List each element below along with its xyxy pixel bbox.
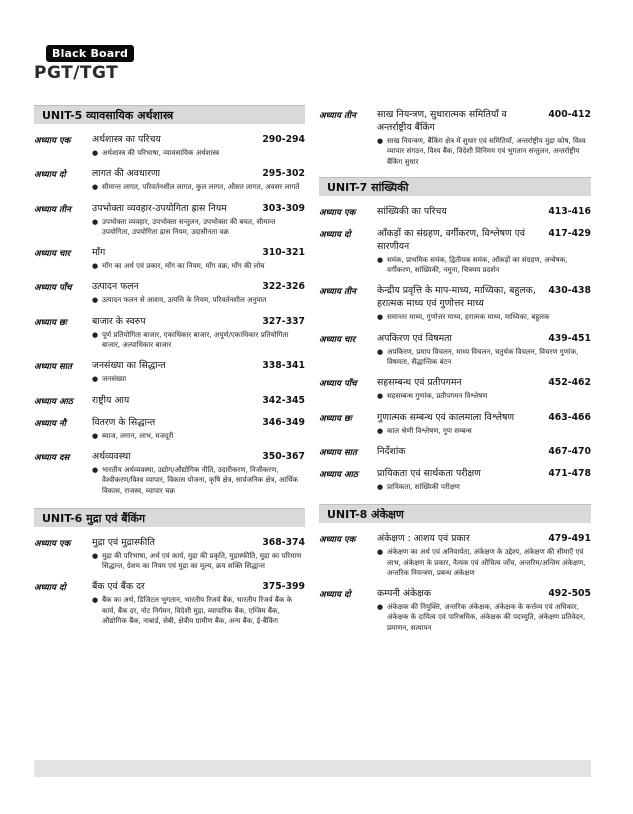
chapter-entry [34, 580, 305, 626]
chapter-title: मुद्रा एवं मुद्रास्फीति [92, 536, 155, 548]
logo-pgt-tgt: PGT/TGT [34, 63, 119, 83]
chapter-pages: 375-399 [262, 581, 305, 593]
chapter-number: अध्याय तीन [34, 204, 71, 215]
chapter-topics [92, 148, 305, 158]
chapter-number: अध्याय तीन [319, 287, 356, 298]
chapter-topics [92, 295, 305, 305]
chapter-number: अध्याय पाँच [319, 379, 357, 390]
chapter-number: अध्याय एक [319, 535, 356, 546]
unit-heading: UNIT-5 व्यावसायिक अर्थशास्त्र [34, 105, 305, 124]
chapter-entry [319, 332, 591, 368]
chapter-title: वितरण के सिद्धान्त [92, 416, 156, 428]
chapter-pages: 413-416 [548, 205, 591, 217]
chapter-entry [34, 450, 305, 496]
chapter-pages: 430-438 [548, 285, 591, 297]
chapter-entry [319, 205, 591, 218]
bullet-icon: ● [377, 482, 384, 491]
bullet-icon: ● [377, 313, 384, 322]
chapter-topics-text: अर्थशास्त्र की परिभाषा, व्यावसायिक अर्थशास्त्र [102, 148, 220, 157]
chapter-title: सहसम्बन्ध एवं प्रतीपगमन [377, 377, 462, 389]
chapter-pages: 342-345 [262, 394, 305, 406]
chapter-entry [319, 467, 591, 492]
chapter-pages: 439-451 [548, 332, 591, 344]
chapter-topics [377, 547, 591, 578]
chapter-topics-text: उत्पादन फलन से आशय, उत्पत्ति के नियम, परिवर्तनशील अनुपात [102, 295, 267, 305]
chapter-title: केन्द्रीय प्रवृत्ति के माप-माध्य, माध्यिका, बहुलक, हरात्मक माध्य एवं गुणोत्तर माध्य [377, 285, 536, 310]
chapter-entry [34, 202, 305, 238]
chapter-topics-text: अपकिरण, प्रमाप विचलन, माध्य विचलन, चतुर्थक विचलन, विचरण गुणांक, विषमता, सैद्धान्तिक बंटन [387, 346, 579, 367]
chapter-entry [319, 445, 591, 458]
chapter-topics-text: साख नियन्त्रण, बैंकिंग क्षेत्र में सुधार एवं समितियाँ, अन्तर्राष्ट्रीय मुद्रा कोष, विश्व व्यापार संगठन, विश्व बैंक, विदेशी विनिमय एवं भुगतान सन्तुलन, अन्तर्राष्ट्रीय बैंकिंग सुधार [387, 136, 586, 166]
chapter-title: निर्देशांक [377, 445, 406, 457]
chapter-topics [377, 255, 591, 276]
bullet-icon: ● [92, 296, 99, 305]
chapter-entry [319, 532, 591, 578]
bullet-icon: ● [377, 137, 384, 145]
chapter-topics-text: बैंक का अर्थ, डिजिटल भुगतान, भारतीय रिजर्व बैंक, भारतीय रिजर्व बैंक के कार्य, बैंक दर, नोट निर्गमन, विदेशी मुद्रा, व्यापारिक बैंक, एग्जिम बैंक, औद्योगिक बैंक, नाबार्ड, सेबी, क्षेत्रीय ग्रामीण बैंक, अन्य बैंक, ई-बैंकिंग [102, 595, 292, 626]
chapter-pages: 467-470 [548, 445, 591, 457]
chapter-number: अध्याय चार [319, 334, 356, 345]
bullet-icon: ● [92, 431, 99, 440]
chapter-number: अध्याय सात [319, 447, 357, 458]
chapter-topics [377, 426, 591, 436]
bullet-icon: ● [92, 183, 99, 192]
chapter-pages: 327-337 [262, 315, 305, 327]
bullet-icon: ● [377, 392, 384, 401]
chapter-topics-text: सहसम्बन्ध गुणांक, प्रतीपगमन विश्लेषण [387, 391, 488, 401]
chapter-topics-text: अंकेक्षण का अर्थ एवं अनिवार्यता, अंकेक्षण के उद्देश्य, अंकेक्षण की सीमाएँ एवं लाभ, अंकेक्षण के प्रकार, नैत्यक एवं औचित्य जाँच, अन्तरिम/अन्तिम अंकेक्षण, अन्तरिक नियन्त्रण, प्रबन्ध अंकेक्षण [387, 547, 586, 577]
chapter-entry [319, 411, 591, 436]
chapter-topics-text: जनसंख्या [102, 374, 127, 384]
chapter-number: अध्याय एक [319, 207, 356, 218]
chapter-pages: 310-321 [262, 247, 305, 259]
chapter-topics [92, 595, 305, 626]
chapter-number: अध्याय छः [319, 413, 352, 424]
chapter-title: उपभोक्ता व्यवहार-उपयोगिता ह्रास नियम [92, 202, 227, 214]
chapter-topics [92, 431, 305, 441]
chapter-title: गुणात्मक सम्बन्ध एवं कालमाला विश्लेषण [377, 411, 515, 423]
chapter-entry [34, 246, 305, 271]
chapter-entry [319, 587, 591, 633]
chapter-title: जनसंख्या का सिद्धान्त [92, 360, 166, 372]
chapter-pages: 368-374 [262, 536, 305, 548]
unit-heading: UNIT-7 सांख्यिकी [319, 177, 591, 196]
bullet-icon: ● [92, 149, 99, 157]
bullet-icon: ● [377, 548, 384, 557]
unit-heading: UNIT-6 मुद्रा एवं बैंकिंग [34, 508, 305, 527]
chapter-entry [34, 536, 305, 572]
chapter-entry [319, 108, 591, 167]
chapter-entry [34, 359, 305, 384]
bullet-icon: ● [377, 347, 384, 356]
bullet-icon: ● [92, 375, 99, 384]
footer-bar [34, 760, 591, 777]
bullet-icon: ● [92, 551, 99, 560]
chapter-topics [377, 482, 591, 492]
chapter-pages: 400-412 [548, 109, 591, 120]
chapter-title: माँग [92, 247, 106, 259]
brand-logo [34, 42, 138, 83]
chapter-pages: 346-349 [262, 416, 305, 428]
chapter-number: अध्याय चार [34, 249, 71, 260]
chapter-title: अपकिरण एवं विषमता [377, 332, 452, 344]
chapter-number: अध्याय पाँच [34, 283, 72, 294]
chapter-topics [377, 136, 591, 167]
chapter-pages: 338-341 [262, 360, 305, 372]
chapter-title: प्रायिकता एवं सार्थकता परीक्षण [377, 467, 481, 479]
chapter-topics-text: ब्याज, लगान, लाभ, मजदूरी [102, 430, 174, 440]
chapter-entry [319, 227, 591, 276]
bullet-icon: ● [92, 262, 99, 271]
chapter-number: अध्याय आठ [319, 469, 358, 480]
chapter-topics-text: भारतीय अर्थव्यवस्था, उद्योग/औद्योगिक नीति, उदारीकरण, निजीकरण, वैश्वीकरण/विश्व व्यापार, विकास योजना, कृषि क्षेत्र, सार्वजनिक क्षेत्र, आर्थिक विकास, राजस्व, व्यापार चक्र [102, 464, 298, 495]
chapter-number: अध्याय दो [34, 583, 66, 594]
chapter-title: बैंक एवं बैंक दर [92, 581, 145, 593]
chapter-pages: 492-505 [548, 588, 591, 600]
unit-heading: UNIT-8 अंकेक्षण [319, 504, 591, 523]
chapter-title: राष्ट्रीय आय [92, 394, 130, 406]
chapter-entry [34, 133, 305, 158]
chapter-number: अध्याय दो [319, 229, 351, 240]
bullet-icon: ● [377, 255, 384, 264]
chapter-pages: 290-294 [262, 134, 305, 145]
chapter-title: साख नियन्त्रण, सुधारात्मक समितियाँ व अन्तर्राष्ट्रीय बैंकिंग [377, 109, 507, 133]
chapter-pages: 322-326 [262, 281, 305, 293]
chapter-entry [319, 284, 591, 322]
chapter-topics-text: मुद्रा की परिभाषा, अर्थ एवं कार्य, मुद्रा की प्रकृति, मुद्रास्फीति, मुद्रा का परिमाण सिद्धान्त, ग्रेशम का नियम एवं मुद्रा का मूल्य, क्रय शक्ति सिद्धान्त [102, 550, 302, 571]
chapter-topics [92, 261, 305, 271]
chapter-topics [92, 465, 305, 496]
chapter-pages: 295-302 [262, 168, 305, 180]
chapter-topics [92, 217, 305, 238]
chapter-number: अध्याय एक [34, 538, 71, 549]
chapter-pages: 303-309 [262, 202, 305, 214]
chapter-title: सांख्यिकी का परिचय [377, 205, 447, 217]
chapter-topics-text: समान्तर माध्य, गुणोत्तर माध्य, हरात्मक माध्य, माध्यिका, बहुलक [387, 312, 550, 322]
chapter-pages: 471-478 [548, 467, 591, 479]
chapter-title: अर्थशास्त्र का परिचय [92, 134, 161, 145]
bullet-icon: ● [92, 330, 99, 339]
chapter-topics-text: काल श्रेणी विश्लेषण, गुण सम्बन्ध [387, 425, 472, 435]
chapter-entry [34, 315, 305, 351]
chapter-entry [319, 376, 591, 401]
bullet-icon: ● [92, 217, 99, 226]
chapter-topics [377, 312, 591, 322]
chapter-title: अंकेक्षण : आशय एवं प्रकार [377, 533, 470, 545]
chapter-topics-text: सीमान्त लागत, परिवर्तनशील लागत, कुल लागत, औसत लागत, अवसर लागतें [102, 182, 300, 192]
chapter-pages: 452-462 [548, 377, 591, 389]
chapter-topics-text: अंकेक्षक की नियुक्ति, अन्तरिक अंकेक्षक, अंकेक्षक के कर्त्तव्य एवं अधिकार, अंकेक्षक के दायित्व एवं पारिश्रमिक, अंकेक्षक की पदच्युति, अंकेक्षण प्रतिवेदन, प्रमाणन, सत्यापन [387, 602, 586, 632]
chapter-number: अध्याय तीन [319, 111, 356, 121]
chapter-number: अध्याय दो [34, 170, 66, 181]
chapter-pages: 479-491 [548, 533, 591, 545]
bullet-icon: ● [92, 465, 99, 474]
logo-black-board: Black Board [46, 45, 134, 62]
chapter-number: अध्याय नौ [34, 418, 66, 429]
chapter-title: बाजार के स्वरुप [92, 315, 146, 327]
chapter-pages: 417-429 [548, 227, 591, 239]
chapter-pages: 463-466 [548, 411, 591, 423]
chapter-topics [92, 551, 305, 572]
chapter-topics [92, 330, 305, 351]
chapter-topics-text: माँग का अर्थ एवं प्रकार, माँग का नियम, माँग वक्र, माँग की लोच [102, 261, 265, 271]
chapter-title: अर्थव्यवस्था [92, 450, 131, 462]
chapter-number: अध्याय सात [34, 362, 72, 373]
chapter-entry [34, 416, 305, 441]
chapter-number: अध्याय दो [319, 590, 351, 601]
left-column [34, 105, 305, 626]
chapter-topics-text: प्रायिकता, सांख्यिकी परीक्षण [387, 481, 460, 491]
right-column [319, 108, 591, 633]
bullet-icon: ● [92, 596, 99, 605]
bullet-icon: ● [377, 603, 384, 612]
chapter-entry [34, 394, 305, 407]
chapter-topics [377, 347, 591, 368]
chapter-number: अध्याय एक [34, 136, 71, 146]
chapter-entry [34, 167, 305, 192]
chapter-number: अध्याय छः [34, 317, 67, 328]
chapter-title: लागत की अवधारणा [92, 168, 161, 180]
chapter-topics-text: समंक, प्राथमिक समंक, द्वितीयक समंक, आँकड़ों का संग्रहण, अन्वेषक, वर्गीकरण, सांख्यिकी, नमूना, चित्रमय प्रदर्शन [387, 254, 568, 275]
chapter-title: कम्पनी अंकेक्षक [377, 588, 431, 600]
chapter-number: अध्याय दस [34, 452, 70, 463]
chapter-topics [377, 602, 591, 633]
chapter-pages: 350-367 [262, 450, 305, 462]
chapter-number: अध्याय आठ [34, 396, 73, 407]
chapter-topics-text: पूर्ण प्रतियोगिता बाजार, एकाधिकार बाजार, अपूर्ण/एकाधिकार प्रतियोगिता बाजार, अल्पाधिकार बाजार [102, 329, 289, 350]
chapter-topics [92, 374, 305, 384]
chapter-title: आँकड़ों का संग्रहण, वर्गीकरण, विश्लेषण एवं सारणीयन [377, 227, 526, 252]
chapter-topics [377, 391, 591, 401]
chapter-topics [92, 182, 305, 192]
chapter-entry [34, 280, 305, 305]
bullet-icon: ● [377, 426, 384, 435]
chapter-title: उत्पादन फलन [92, 281, 139, 293]
chapter-topics-text: उपभोक्ता व्यवहार, उपभोक्ता सन्तुलन, उपभोक्ता की बचत, सीमान्त उपयोगिता, उपयोगिता ह्रास नियम, उदासीनता वक्र [102, 216, 276, 236]
